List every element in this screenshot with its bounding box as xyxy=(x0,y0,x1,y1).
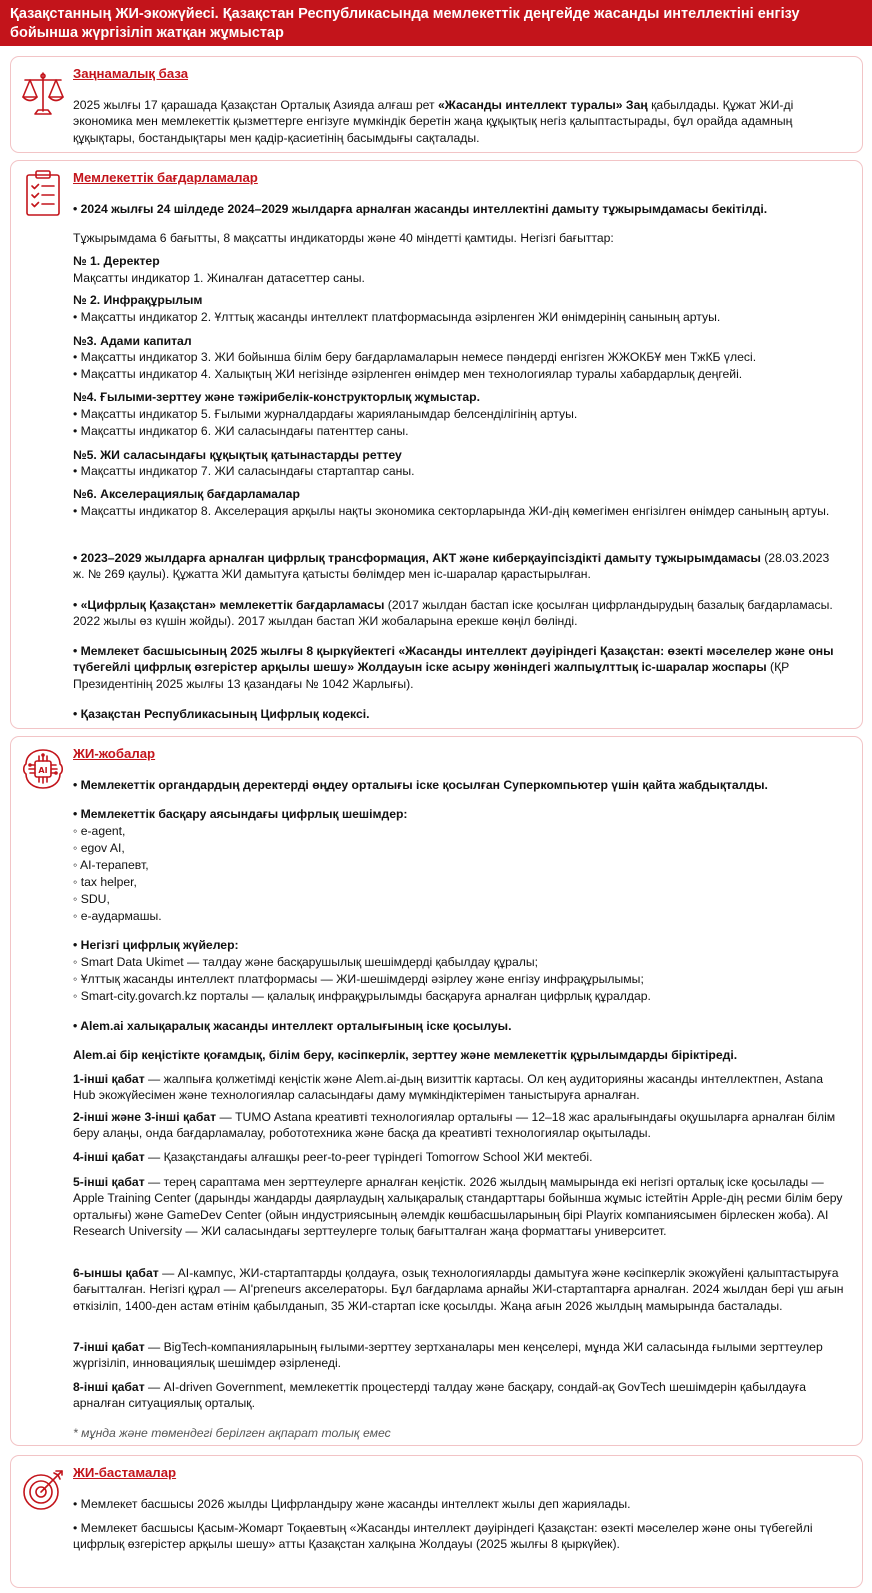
concept-2024: • 2024 жылғы 24 шілдеде 2024–2029 жылдарға арналған жасанды интеллектіні дамыту тұжырымдамасы бекітілді. xyxy=(73,202,768,216)
svg-text:AI: AI xyxy=(38,766,48,775)
digital-kazakhstan: • «Цифрлық Қазақстан» мемлекеттік бағдарламасы (2017 жылдан бастап іске қосылған цифрландырудың базалық бағдарламасы. 2022 жылы өз күшін жойды). 2017 жылдан бастап ЖИ жобаларына ерекше көңіл бөлінді. xyxy=(73,598,833,629)
floor-item: 6-ыншы қабат — AI-кампус, ЖИ-стартаптарды қолдауға, озық технологияларды дамытуға және кәсіпкерлік экожүйені қалыптастыруға бағытталған. Негізгі құрал — AI'preneurs акселераторы. Бұл бағдарлама арнайы ЖИ-стартаптарға арналған. 2024 жылдан бері үш ағын өткізіліп, 1400-ден астам өтінім қабылданып, 35 ЖИ-стартап іске қосылды. Жаңа ағын 2026 жылдың мамырында басталады. xyxy=(73,1266,844,1313)
direction-title: №4. Ғылыми-зерттеу және тәжірибелік-конструкторлық жұмыстар. xyxy=(73,390,480,404)
section-title: ЖИ-жобалар xyxy=(73,746,156,761)
list-item: ◦ e-agent, xyxy=(73,824,126,838)
indicator-line: • Мақсатты индикатор 4. Халықтың ЖИ негізінде әзірленген өнімдер мен технологиялар туралы хабардарлық деңгейі. xyxy=(73,367,743,381)
floor-item: 4-інші қабат — Қазақстандағы алғашқы peer-to-peer түріндегі Tomorrow School ЖИ мектебі. xyxy=(73,1150,593,1164)
section-projects xyxy=(10,736,863,1446)
indicator-line: • Мақсатты индикатор 3. ЖИ бойынша білім беру бағдарламаларын немесе пәндерді енгізген ЖЖОКБҰ мен ТжКБ үлесі. xyxy=(73,350,757,364)
initiative-line: • Мемлекет басшысы Қасым-Жомарт Тоқаевтың «Жасанды интеллект дәуіріндегі Қазақстан: өзекті мәселелер және оны түбегейлі цифрлық өзгерістер арқылы шешу» атты Қазақстан халқына Жолдауы (2025 жылғы 8 қыркүйек). xyxy=(73,1521,813,1552)
floor-item: 2-інші және 3-інші қабат — TUMO Astana креативті технологиялар орталығы — 12–18 жас аралығындағы оқушыларға арналған білім беру алаңы, онда бағдарламалау, робототехника және басқа да креативті технологиялар оқытылады. xyxy=(73,1110,836,1141)
national-plan: • Мемлекет басшысының 2025 жылғы 8 қыркүйектегі «Жасанды интеллект дәуіріндегі Қазақстан: өзекті мәселелер және оны түбегейлі цифрлық өзгерістер арқылы шешу» Жолдауын іске асыру жөніндегі жалпыұлттық іс-шаралар жоспары (ҚР Президентінің 2025 жылғы 13 қазандағы № 1042 Жарлығы). xyxy=(73,644,834,691)
supercomputer: • Мемлекеттік органдардың деректерді өңдеу орталығы іске қосылған Суперкомпьютер үшін қайта жабдықталды. xyxy=(73,778,768,792)
indicator-line: • Мақсатты индикатор 7. ЖИ саласындағы стартаптар саны. xyxy=(73,464,415,478)
list-item: ◦ SDU, xyxy=(73,892,110,906)
indicator-line: • Мақсатты индикатор 8. Акселерация арқылы нақты экономика секторларында ЖИ-дің көмегімен енгізілген өнімдер санының артуы. xyxy=(73,504,830,518)
list-item: ◦ AI-терапевт, xyxy=(73,858,149,872)
systems-title: • Негізгі цифрлық жүйелер: xyxy=(73,938,239,952)
indicator-line: • Мақсатты индикатор 6. ЖИ саласындағы патенттер саны. xyxy=(73,424,409,438)
indicator-line: • Мақсатты индикатор 2. Ұлттық жасанды интеллект платформасында әзірленген ЖИ өнімдерінің санының артуы. xyxy=(73,310,721,324)
alem-launch: • Alem.ai халықаралық жасанды интеллект орталығының іске қосылуы. xyxy=(73,1019,512,1033)
clipboard-checklist-icon xyxy=(17,167,69,219)
list-item: ◦ Smart Data Ukimet — талдау және басқарушылық шешімдерді қабылдау құралы; xyxy=(73,955,538,969)
list-item: ◦ egov AI, xyxy=(73,841,125,855)
floor-item: 8-інші қабат — AI-driven Government, мемлекеттік процестерді талдау және басқару, сондай-ақ GovTech шешімдерін қабылдауға арналған ситуациялық орталық. xyxy=(73,1380,807,1411)
section-initiatives xyxy=(10,1455,863,1588)
page-title: Қазақстанның ЖИ-экожүйесі. Қазақстан Республикасында мемлекеттік деңгейде жасанды интеллектіні енгізу бойынша жүргізіліп жатқан жұмыстар xyxy=(10,6,800,41)
floor-item: 7-інші қабат — BigTech-компанияларының ғылыми-зерттеу зертханалары мен кеңселері, мұнда ЖИ саласында ғылыми зерттеулер жүргізіліп, инновациялық шешімдер әзірленеді. xyxy=(73,1340,823,1371)
ai-chip-icon xyxy=(17,744,69,796)
section-title: Мемлекеттік бағдарламалар xyxy=(73,170,258,185)
section-law xyxy=(10,56,863,153)
section-programs xyxy=(10,160,863,729)
indicator-line: Мақсатты индикатор 1. Жиналған датасеттер саны. xyxy=(73,271,365,285)
indicator-line: • Мақсатты индикатор 5. Ғылыми журналдардағы жарияланымдар белсенділігінің артуы. xyxy=(73,407,578,421)
direction-title: №5. ЖИ саласындағы құқықтық қатынастарды реттеу xyxy=(73,448,402,462)
digital-code: • Қазақстан Республикасының Цифрлық кодексі. xyxy=(73,707,370,721)
direction-title: №6. Акселерациялық бағдарламалар xyxy=(73,487,300,501)
section-title: ЖИ-бастамалар xyxy=(73,1465,177,1480)
direction-title: № 2. Инфрақұрылым xyxy=(73,293,203,307)
list-item: ◦ tax helper, xyxy=(73,875,137,889)
law-paragraph: 2025 жылғы 17 қарашада Қазақстан Орталық Азияда алғаш рет «Жасанды интеллект туралы» Заң қабылдады. Құжат ЖИ-ді экономика мен мемлекеттік қызметтерге енгізуге мүмкіндік беретін жаңа құқықтық негіз қалыптастырады, бұл орайда адамның құқықтары, бостандықтары мен қадір-қасиетінің басымдығы сақталады. xyxy=(73,98,794,145)
scales-icon xyxy=(17,67,69,119)
digital-concept: • 2023–2029 жылдарға арналған цифрлық трансформация, АКТ және киберқауіпсіздікті дамыту тұжырымдамасы (28.03.2023 ж. № 269 қаулы). Құжатта ЖИ дамытуға қатысты бөлімдер мен іс-шаралар қарастырылған. xyxy=(73,551,830,582)
direction-title: № 1. Деректер xyxy=(73,254,160,268)
concept-intro: Тұжырымдама 6 бағытты, 8 мақсатты индикаторды және 40 міндетті қамтиды. Негізгі бағыттар: xyxy=(73,231,614,245)
target-arrow-icon xyxy=(17,1464,69,1516)
solutions-title: • Мемлекеттік басқару аясындағы цифрлық шешімдер: xyxy=(73,807,408,821)
page-header xyxy=(0,0,872,46)
list-item: ◦ Ұлттық жасанды интеллект платформасы — ЖИ-шешімдерді әзірлеу және енгізу инфрақұрылымы; xyxy=(73,972,644,986)
list-item: ◦ Smart-city.govarch.kz порталы — қалалық инфрақұрылымды басқаруға арналған цифрлық құралдар. xyxy=(73,989,651,1003)
initiative-line: • Мемлекет басшысы 2026 жылды Цифрландыру және жасанды интеллект жылы деп жариялады. xyxy=(73,1497,631,1511)
alem-intro: Alem.ai бір кеңістікте қоғамдық, білім беру, кәсіпкерлік, зерттеу және мемлекеттік құрылымдарды біріктіреді. xyxy=(73,1048,738,1062)
footnote: * мұнда және төмендегі берілген ақпарат толық емес xyxy=(73,1426,391,1440)
list-item: ◦ e-аудармашы. xyxy=(73,909,162,923)
floor-item: 1-інші қабат — жалпыға қолжетімді кеңістік және Alem.ai-дың визиттік картасы. Ол кең аудиторияны жасанды интеллектпен, Astana Hub экожүйесімен және технологиялар саласындағы даму мүмкіндіктерімен таныстыруға арналған. xyxy=(73,1072,824,1103)
section-title: Заңнамалық база xyxy=(73,66,189,81)
direction-title: №3. Адами капитал xyxy=(73,334,192,348)
floor-item: 5-інші қабат — терең сараптама мен зерттеулерге арналған кеңістік. 2026 жылдың мамырында екі негізгі орталық іске қосылады — Apple Training Center (дарынды жандарды даярлаудың халықаралық стандарттары бойынша жұмыс істейтін Apple-дің ресми білім беру орталығы) және GameDev Center (ойын индустриясының әлемдік көшбасшыларының бірі Playrix компаниясымен бірлескен жоба). AI Research University — ЖИ саласындағы зерттеулерге толық бағытталған жаңа форматтағы университет. xyxy=(73,1175,843,1239)
